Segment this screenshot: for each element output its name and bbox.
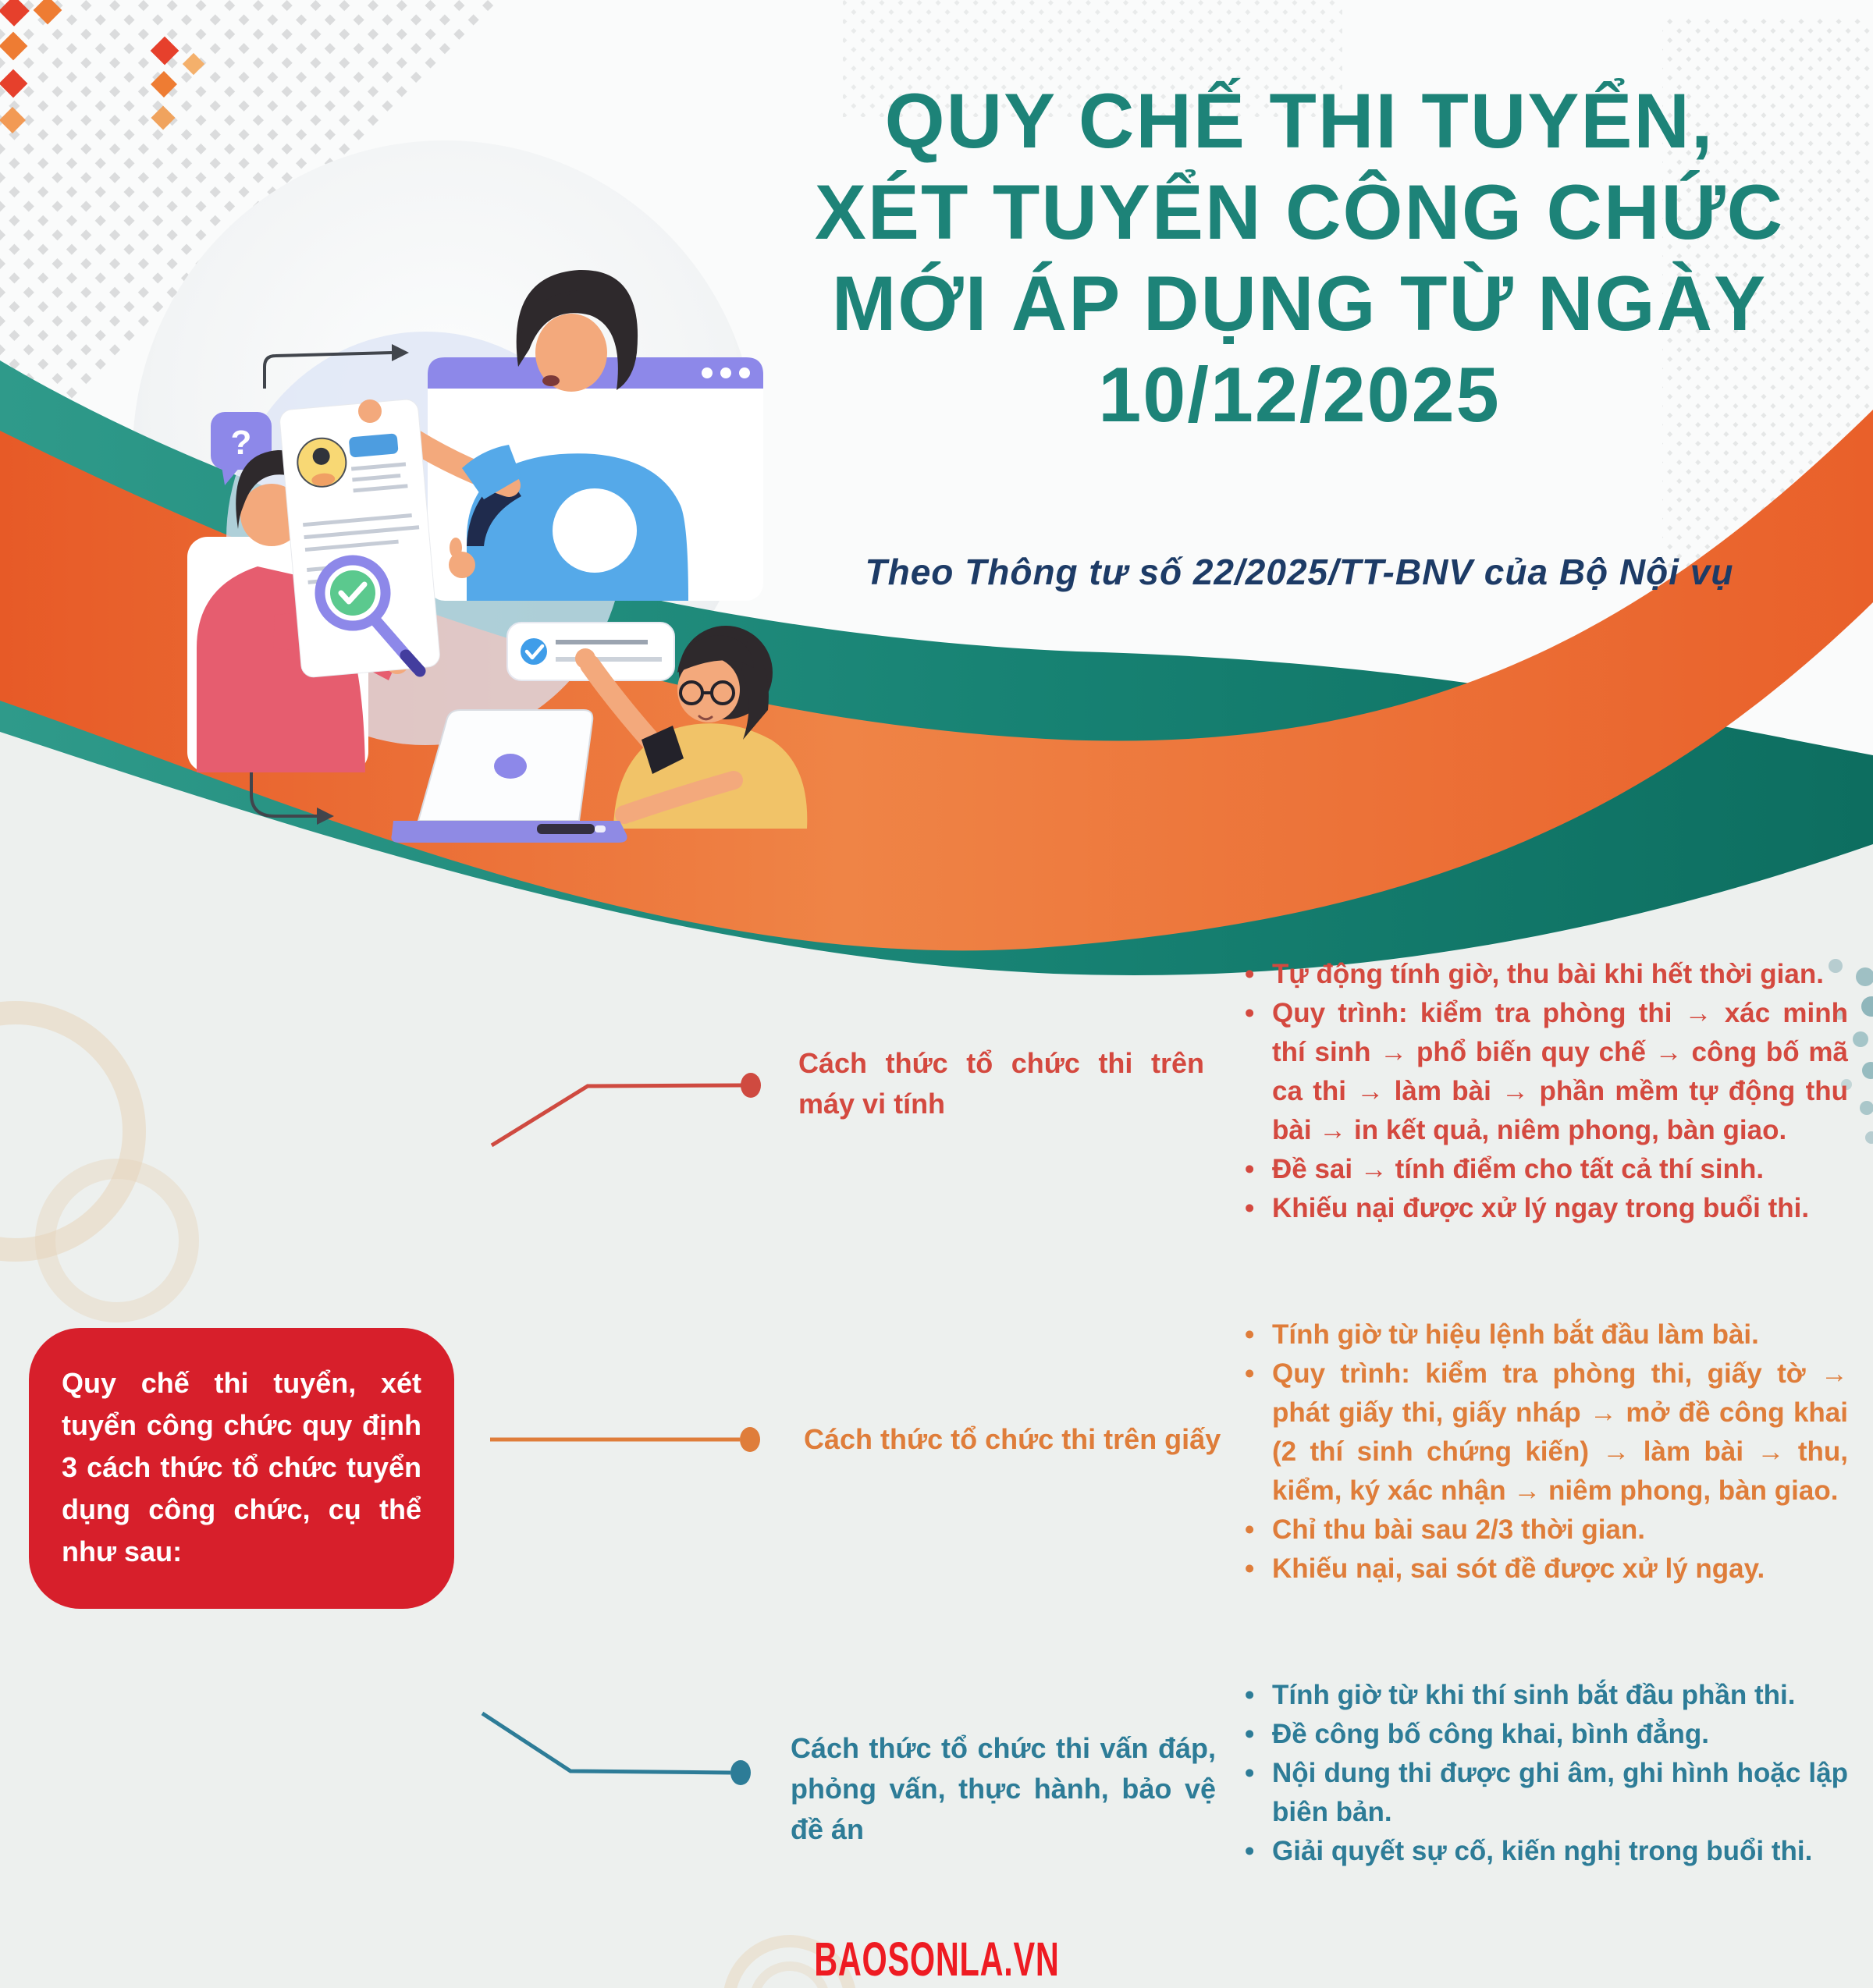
bullet-item: • Quy trình: kiểm tra phòng thi, giấy tờ → phát giấy thi, giấy nháp → mở đề công khai (2 thí sinh chứng kiến) → làm bài → thu, kiểm, ký xác nhận → niêm phong, bàn giao. [1243,1354,1848,1511]
cv-document [279,399,440,678]
section-bullets-paper [1243,1315,1848,1589]
bullet-item: • Tự động tính giờ, thu bài khi hết thời gian. [1243,955,1848,994]
section-label-paper: Cách thức tổ chức thi trên giấy [804,1423,1221,1455]
section-bullets-computer [1243,955,1848,1228]
bullet-item: • Khiếu nại, sai sót đề được xử lý ngay. [1243,1550,1848,1589]
title-line: XÉT TUYỂN CÔNG CHỨC [814,169,1785,255]
connector-paper [490,1427,760,1452]
section-bullets-interview [1243,1676,1848,1871]
bullet-item: • Tính giờ từ hiệu lệnh bắt đầu làm bài. [1243,1315,1848,1354]
section-label-interview: Cách thức tổ chức thi vấn đáp, phỏng vấn, thực hành, bảo vệ đề án [791,1732,1216,1845]
intro-text: Quy chế thi tuyển, xét tuyển công chức quy định 3 cách thức tổ chức tuyển dụng công chức, cụ thể như sau: [62,1367,421,1567]
bullet-item: • Giải quyết sự cố, kiến nghị trong buổi thi. [1243,1832,1848,1871]
connector-computer [492,1073,761,1145]
bullet-item: • Tính giờ từ khi thí sinh bắt đầu phần thi. [1243,1676,1848,1715]
svg-text:?: ? [230,424,252,462]
bullet-item: • Khiếu nại được xử lý ngay trong buổi thi. [1243,1189,1848,1228]
intro-box [29,1328,454,1609]
page-title [761,75,1838,440]
connector-interview [482,1713,751,1785]
page-subtitle: Theo Thông tư số 22/2025/TT-BNV của Bộ Nội vụ [865,552,1734,592]
title-line: 10/12/2025 [1098,351,1501,438]
bullet-item: • Đề công bố công khai, bình đẳng. [1243,1715,1848,1754]
bullet-item: • Nội dung thi được ghi âm, ghi hình hoặc lập biên bản. [1243,1754,1848,1832]
footer-site: BAOSONLA.VN [813,1931,1060,1986]
title-line: MỚI ÁP DỤNG TỪ NGÀY [831,260,1768,346]
bullet-item: • Đề sai → tính điểm cho tất cả thí sinh. [1243,1150,1848,1189]
bullet-item: • Chỉ thu bài sau 2/3 thời gian. [1243,1511,1848,1550]
footer [0,1933,1873,1984]
bullet-item: • Quy trình: kiểm tra phòng thi → xác minh thí sinh → phổ biến quy chế → công bố mã ca thi → làm bài → phần mềm tự động thu bài → in kết quả, niêm phong, bàn giao. [1243,994,1848,1150]
candidate-hand [358,399,382,423]
title-line: QUY CHẾ THI TUYỂN, [884,77,1715,164]
section-label-computer: Cách thức tổ chức thi trên máy vi tính [798,1047,1204,1120]
